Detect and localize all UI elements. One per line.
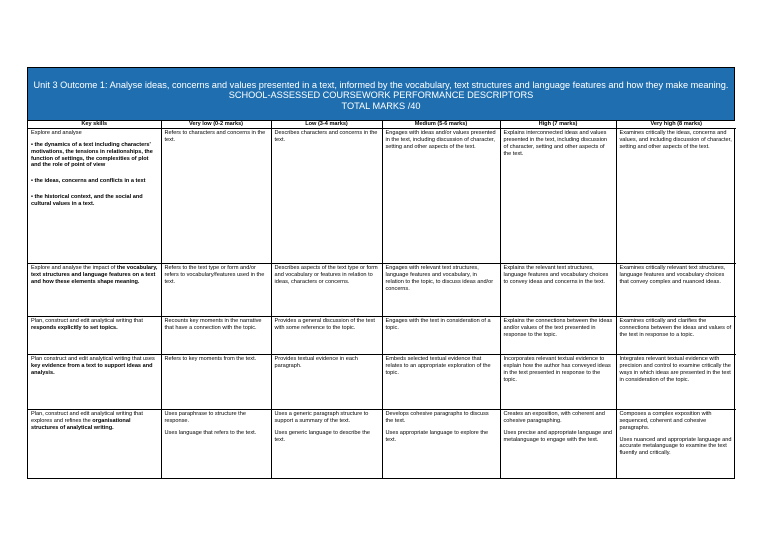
col-high: High (7 marks): [500, 121, 616, 129]
descriptor-cell: Engages with relevant text structures, language features and vocabulary, in relation to the topic, to discuss ideas and/or concerns.: [382, 264, 500, 317]
skill-emphasis: organisational structures of analytical writing.: [31, 418, 131, 431]
descriptor-line: Uses language that refers to the text.: [164, 429, 257, 436]
descriptor-cell: Explains interconnected ideas and values presented in the text, including discussion of character, setting and other aspects of the text.: [500, 129, 616, 264]
table-row: [28, 410, 736, 478]
col-very-high: Very high (8 marks): [616, 121, 736, 129]
descriptor-cell: Examines critically the ideas, concerns and values, and including discussion of character, setting and other aspects of the text.: [616, 129, 736, 264]
descriptor-cell: Explains the connections between the ideas and/or values of the text presented in response to the topic.: [500, 317, 616, 355]
col-low: Low (3-4 marks): [271, 121, 382, 129]
descriptor-line: Uses a generic paragraph structure to support a summary of the text.: [274, 411, 369, 425]
rubric-header-banner: [28, 68, 734, 121]
descriptor-cell: Examines critically and clarifies the connections between the ideas and values of the text in response to a topic.: [616, 317, 736, 355]
table-row: [28, 355, 736, 410]
descriptor-cell: Describes aspects of the text type or form and vocabulary or features in relation to ideas, characters or concerns.: [271, 264, 382, 317]
key-skill-cell: [28, 355, 161, 410]
descriptor-cell: Integrates relevant textual evidence with precision and control to examine critically the ways in which ideas are presented in the text in consideration of the topic.: [616, 355, 736, 410]
descriptor-cell: Recounts key moments in the narrative that have a connection with the topic.: [161, 317, 271, 355]
descriptor-line: Uses appropriate language to explore the text.: [385, 429, 489, 443]
col-key-skills: Key skills: [28, 121, 161, 129]
skill-text: Plan construct and edit analytical writing that uses: [31, 356, 155, 363]
skill-bullet: • the historical context, and the social and cultural values in a text.: [31, 194, 143, 207]
descriptor-line: Develops cohesive paragraphs to discuss the text.: [385, 411, 489, 425]
descriptor-cell: Refers to characters and concerns in the text.: [161, 129, 271, 264]
descriptor-title: SCHOOL-ASSESSED COURSEWORK PERFORMANCE DESCRIPTORS: [228, 90, 534, 101]
descriptor-cell: [616, 410, 736, 478]
descriptor-line: Uses generic language to describe the text.: [274, 429, 370, 443]
total-marks: TOTAL MARKS /40: [341, 100, 421, 111]
descriptor-cell: Embeds selected textual evidence that relates to an appropriate exploration of the topic.: [382, 355, 500, 410]
skill-text: Plan, construct and edit analytical writing that explores and refines the: [31, 411, 143, 425]
descriptor-cell: Examines critically relevant text structures, language features and vocabulary choices that convey complex and nuanced ideas.: [616, 264, 736, 317]
key-skill-cell: [28, 317, 161, 355]
table-row: [28, 317, 736, 355]
skill-intro: Explore and analyse: [31, 130, 82, 137]
table-row: [28, 264, 736, 317]
descriptor-cell: Engages with the text in consideration of a topic.: [382, 317, 500, 355]
skill-emphasis: the vocabulary, text structures and language features on a text and how these elements shape meaning.: [31, 265, 158, 285]
descriptor-cell: Explains the relevant text structures, language features and vocabulary choices to convey ideas and concerns in the text.: [500, 264, 616, 317]
descriptor-line: Composes a complex exposition with sequenced, coherent and cohesive paragraphs.: [619, 411, 712, 431]
descriptor-cell: Engages with ideas and/or values presented in the text, including discussion of character, setting and other aspects of the text.: [382, 129, 500, 264]
descriptor-line: Uses nuanced and appropriate language and accurate metalanguage to examine the text fluently and critically.: [619, 436, 732, 457]
rubric-table-container: [27, 67, 735, 479]
skill-text: Explore and analyse the impact of: [31, 265, 117, 272]
descriptor-line: Creates an exposition, with coherent and cohesive paragraphing.: [503, 411, 605, 425]
skill-bullet: • the dynamics of a text including characters' motivations, the tensions in relationships, the function of settings, the complexities of plot and the role of point of view: [31, 142, 153, 169]
descriptor-cell: [271, 410, 382, 478]
descriptor-cell: Incorporates relevant textual evidence to explain how the author has conveyed ideas in the text presented in response to the topic.: [500, 355, 616, 410]
descriptor-line: Uses precise and appropriate language and metalanguage to engage with the text.: [503, 429, 613, 443]
descriptor-line: Uses paraphrase to structure the response.: [164, 411, 246, 425]
skill-emphasis: responds explicitly to set topics.: [31, 325, 118, 332]
key-skill-cell: [28, 129, 161, 264]
col-medium: Medium (5-6 marks): [382, 121, 500, 129]
key-skill-cell: [28, 410, 161, 478]
descriptor-cell: [500, 410, 616, 478]
skill-emphasis: key evidence from a text to support ideas and analysis.: [31, 363, 153, 376]
outcome-title: Unit 3 Outcome 1: Analyse ideas, concerns and values presented in a text, informed by the vocabulary, text structures and language features and how they make meaning.: [33, 80, 729, 90]
descriptor-cell: Provides a general discussion of the text with some reference to the topic.: [271, 317, 382, 355]
skill-text: Plan, construct and edit analytical writing that: [31, 318, 143, 325]
skill-bullet: • the ideas, concerns and conflicts in a text: [31, 178, 146, 185]
descriptor-cell: [161, 410, 271, 478]
table-row: [28, 129, 736, 264]
column-header-row: [28, 121, 736, 129]
performance-descriptor-table: [28, 121, 736, 478]
col-very-low: Very low (0-2 marks): [161, 121, 271, 129]
descriptor-cell: [382, 410, 500, 478]
key-skill-cell: [28, 264, 161, 317]
descriptor-cell: Refers to the text type or form and/or refers to vocabulary/features used in the text.: [161, 264, 271, 317]
descriptor-cell: Provides textual evidence in each paragraph.: [271, 355, 382, 410]
descriptor-cell: Refers to key moments from the text.: [161, 355, 271, 410]
descriptor-cell: Describes characters and concerns in the text.: [271, 129, 382, 264]
